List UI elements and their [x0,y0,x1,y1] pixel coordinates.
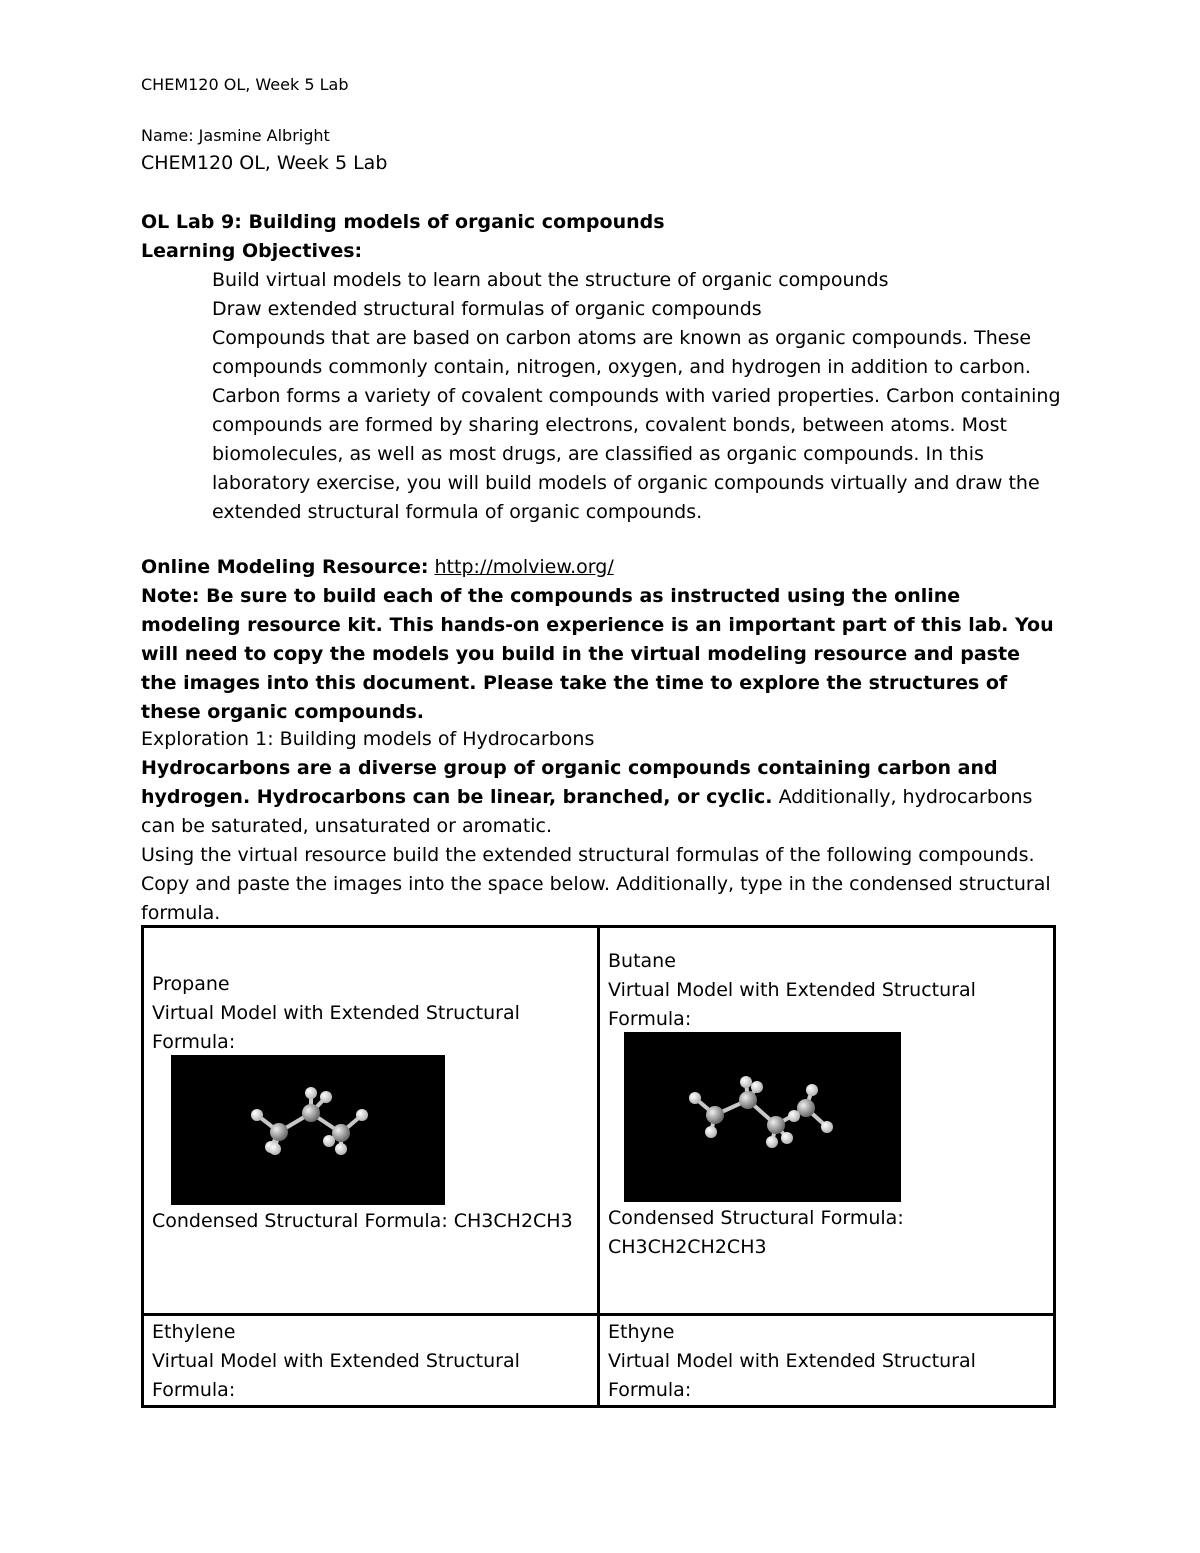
exploration-instructions: Using the virtual resource build the extended structural formulas of the following compounds. Copy and paste the images into the space below. Additionally, type in the condensed structural formula. [141,844,1051,924]
compound-name: Propane [152,973,230,995]
model-label: Virtual Model with Extended Structural Formula: [152,1002,520,1053]
compounds-table [141,925,1056,1408]
condensed-formula: Condensed Structural Formula: CH3CH2CH2CH3 [608,1207,904,1258]
objectives-heading: Learning Objectives: [141,240,363,262]
resource-label: Online Modeling Resource: [141,556,429,578]
intro-paragraph: Compounds that are based on carbon atoms are known as organic compounds. These compounds commonly contain, nitrogen, oxygen, and hydrogen in addition to carbon. Carbon forms a variety of covalent compounds with varied properties. Carbon containing compounds are formed by sharing electrons, covalent bonds, between atoms. Most biomolecules, as well as most drugs, are classified as organic compounds. In this laboratory exercise, you will build models of organic compounds virtually and draw the extended structural formula of organic compounds. [212,327,1061,523]
objective-item: Draw extended structural formulas of organic compounds [212,298,762,320]
objectives-section [141,208,1061,527]
propane-cell [143,927,599,1315]
model-label: Virtual Model with Extended Structural Formula: [152,1350,520,1401]
compound-name: Ethylene [152,1321,236,1343]
course-line: CHEM120 OL, Week 5 Lab [141,152,388,174]
resource-note: Note: Be sure to build each of the compounds as instructed using the online modeling resource kit. This hands-on experience is an important part of this lab. You will need to copy the models you build in the virtual modeling resource and paste the images into this document. Please take the time to explore the structures of these organic compounds. [141,585,1054,723]
exploration-heading: Exploration 1: Building models of Hydrocarbons [141,728,595,750]
butane-model-image [624,1032,901,1202]
lab-title: OL Lab 9: Building models of organic compounds [141,211,665,233]
molview-link[interactable]: http://molview.org/ [434,556,614,578]
exploration-section [141,725,1061,928]
resource-section [141,553,1061,727]
compound-name: Ethyne [608,1321,675,1343]
ethylene-cell [143,1315,599,1407]
table-row [143,1315,1055,1407]
objective-item: Build virtual models to learn about the structure of organic compounds [212,269,889,291]
running-header: CHEM120 OL, Week 5 Lab [141,75,349,94]
student-name: Name: Jasmine Albright [141,126,330,145]
butane-cell [599,927,1055,1315]
condensed-formula: Condensed Structural Formula: CH3CH2CH3 [152,1210,573,1232]
compound-name: Butane [608,950,676,972]
propane-model-image [171,1055,445,1205]
model-label: Virtual Model with Extended Structural Formula: [608,1350,976,1401]
ethyne-cell [599,1315,1055,1407]
table-row [143,927,1055,1315]
objectives-list [141,266,1061,527]
model-label: Virtual Model with Extended Structural Formula: [608,979,976,1030]
exploration-description: Hydrocarbons are a diverse group of organic compounds containing carbon and hydrogen. Hydrocarbons can be linear, branched, or cyclic. Additionally, hydrocarbons can be saturated, unsaturated or aromatic. [141,757,1033,837]
